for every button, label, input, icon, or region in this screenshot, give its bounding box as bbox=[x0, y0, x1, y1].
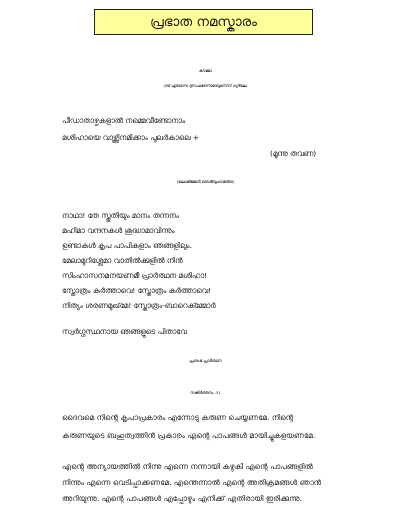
section2-line-1: നാഥാ! തേ സ്തുതിയും മാനം തന്നനം bbox=[62, 211, 179, 220]
title-box bbox=[94, 9, 313, 35]
page-title: പ്രഭാത നമസ്കാരം bbox=[150, 14, 257, 30]
section3-subheading: സങ്കീർത്തനം -51 bbox=[190, 390, 221, 395]
section2-line-2: മഹിമാ വന്ദനകൾ ശുദ്ധാമാവിന്നും bbox=[62, 226, 175, 235]
paragraph-1-line-2: കരുണയുടെ ബഹുത്വത്തിൻ പ്രകാരം എന്റെ പാപങ്ങൾ മായിച്ചുകളയണമേ. bbox=[62, 431, 316, 440]
section2-line-3: ഉണ്ടാകൾ കൃപ പാപികളാം ഞങ്ങളിലും. bbox=[62, 241, 192, 250]
paragraph-2-line-2: നിന്നും എന്നെ വെടിപ്പാക്കണമേ. എന്തെന്നാൽ എന്റെ അതിക്രമങ്ങൾ ഞാൻ bbox=[62, 478, 322, 487]
paragraph-2-line-1: എന്റെ അന്യായത്തിൽ നിന്നു എന്നെ നന്നായി കഴുകി എന്റെ പാപങ്ങളിൽ bbox=[62, 462, 314, 471]
section2-closing: സ്വർഗ്ഗസ്ഥനായ ഞങ്ങളുടെ പിതാവേ bbox=[62, 327, 187, 336]
section2-line-4: മേലാമുറിശ്ലേമാ വാതിൽക്കുളിൽ നിൻ bbox=[62, 256, 183, 265]
section1-line-1: പീഡാതാഴ്ചകളാൽ നമ്മെവീണ്ടോനാം bbox=[62, 116, 186, 125]
paragraph-2-line-3: അറിയുന്നു. എന്റെ പാപങ്ങൾ എപ്പോഴും എനിക്ക് എതിരായി ഇരിക്കുന്നു. bbox=[62, 494, 303, 503]
section2-line-7: നിത്യം ശരണമുഖ്‌മേ! സ്തോത്രം-ബാറെക്മ്മോർ bbox=[62, 301, 216, 310]
section1-subheading: (ബ് എദാനൊ ദുസഫരേന്നാദേവുനെസ് ഗ്യദ്‌ലെ) bbox=[163, 83, 248, 88]
section1-note: (മൂന്നു തവണ) bbox=[270, 149, 317, 158]
section3-heading: പ്രാരംഭ പ്രാർത്ഥന bbox=[189, 358, 222, 363]
section1-line-2: മശിഹായെ വാഴ്ത്തിനമിക്കാം പുലർകാലെ + bbox=[62, 133, 199, 142]
section2-heading: (ലൊക്മ്മോർ തെശ്ബുഹാത്തോ) bbox=[176, 179, 235, 184]
section2-line-6: സ്തോത്രം കർത്താവെ! സ്തോത്രം കർത്താവെ! bbox=[62, 286, 212, 295]
paragraph-1-line-1: ദൈവമെ നിന്റെ കൃപാപ്രകാരം എന്നോടു കരുണ ചെയ്യണമേ. നിന്റെ bbox=[62, 413, 294, 422]
section1-heading: കൗമ്മാ bbox=[198, 68, 213, 73]
section2-line-5: സിംഹാസനമനയണമീ പ്രാർത്ഥന മശിഹാ! bbox=[62, 271, 208, 280]
